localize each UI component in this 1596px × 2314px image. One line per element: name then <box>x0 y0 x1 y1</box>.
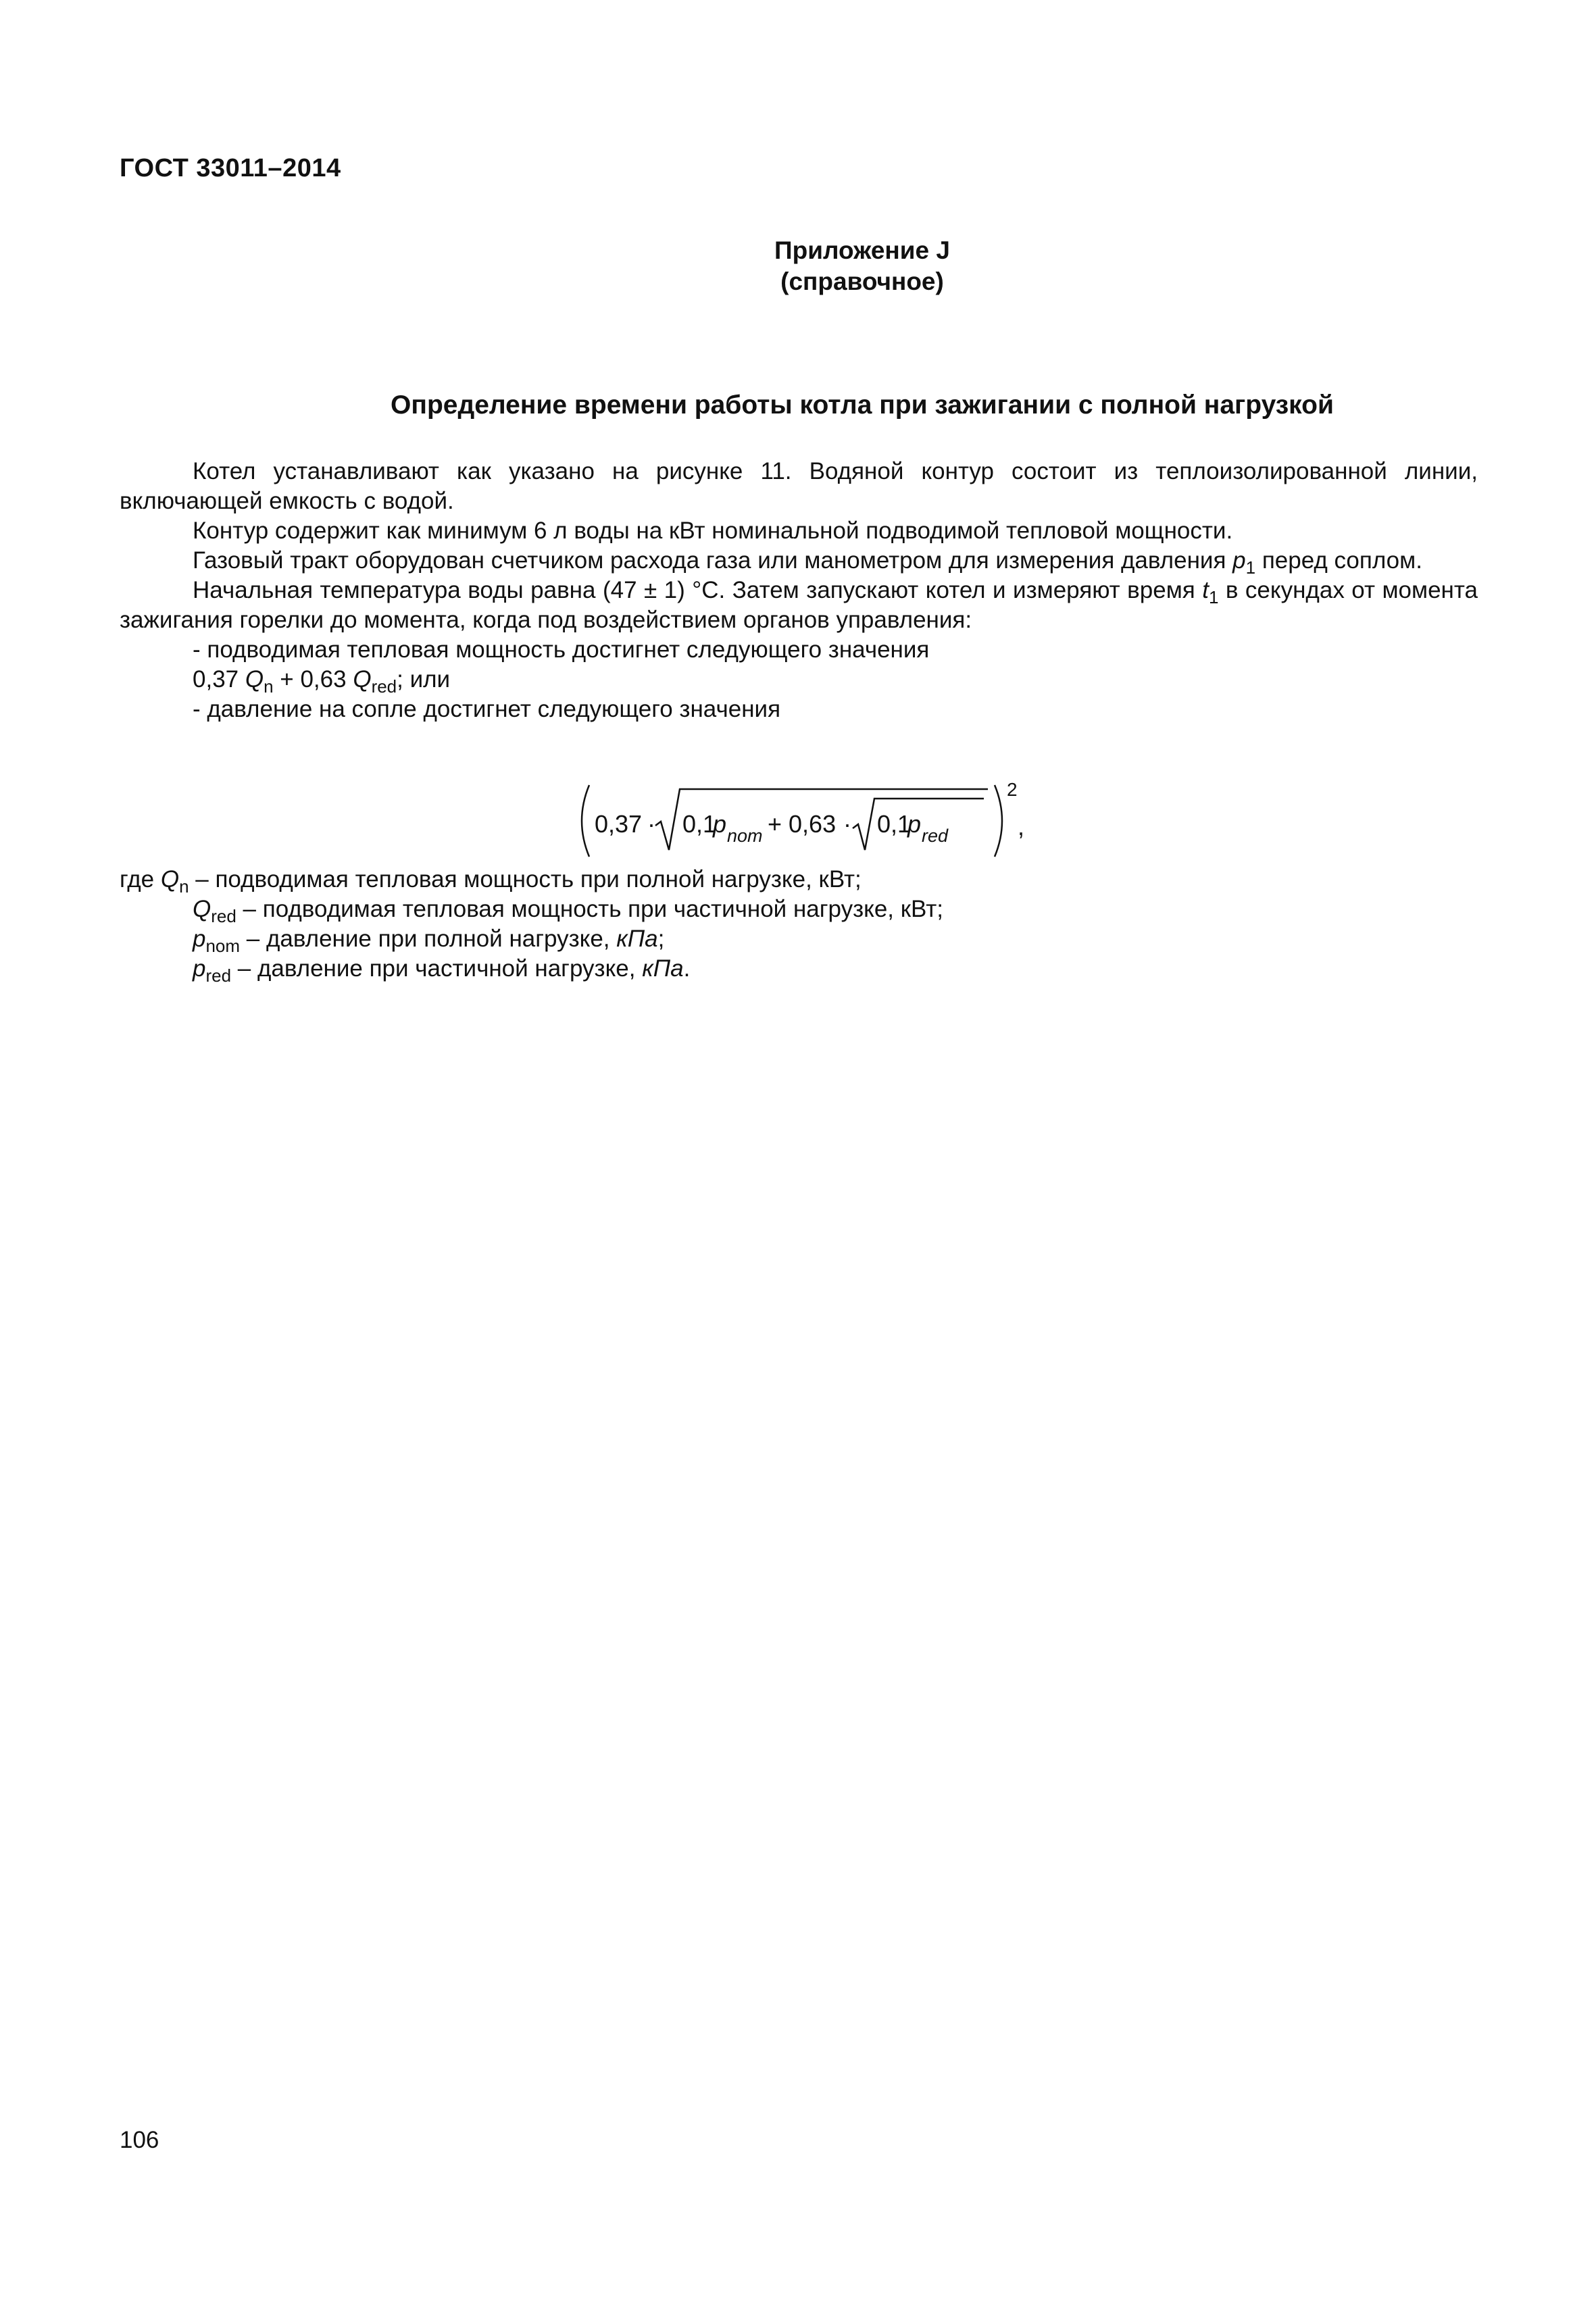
expr-sub-n: n <box>264 676 274 697</box>
pressure-formula <box>574 777 1034 865</box>
body-text <box>120 457 1478 724</box>
definition-sub-n: n <box>179 876 189 897</box>
definition-var-p-nom: p <box>193 926 206 952</box>
definition-end-p-red: . <box>683 955 691 982</box>
annex-status: (справочное) <box>780 268 944 295</box>
definition-var-q-red: Q <box>193 896 211 922</box>
definition-unit-p-nom: кПа <box>616 926 658 952</box>
formula-var-p-red: p <box>907 810 922 838</box>
definition-text-q-red: – подводимая тепловая мощность при частичной нагрузке, кВт; <box>243 896 943 922</box>
formula-dot-2: · <box>843 810 851 838</box>
heat-input-expression <box>120 665 1478 695</box>
definition-lead: где <box>120 866 155 892</box>
paragraph-setup: Котел устанавливают как указано на рисунке 11. Водяной контур состоит из теплоизолированной линии, включающей емкость с водой. <box>120 458 1478 514</box>
definition-text-p-red: – давление при частичной нагрузке, <box>237 955 636 982</box>
formula-plus-coef: + 0,63 <box>768 810 837 838</box>
definition-text-p-nom: – давление при полной нагрузке, <box>246 926 610 952</box>
definition-q-n <box>120 865 1478 895</box>
document-header: ГОСТ 33011–2014 <box>120 154 341 182</box>
definition-q-red <box>120 895 1478 924</box>
definition-sub-red: red <box>211 906 236 926</box>
list-item-nozzle-pressure: - давление на сопле достигнет следующего значения <box>193 696 781 722</box>
page-number: 106 <box>120 2127 159 2153</box>
formula-inner-1: 0,1 <box>682 810 717 838</box>
definition-sub-p-red: red <box>205 965 232 986</box>
definition-p-nom <box>120 924 1478 954</box>
pressure-symbol: p <box>1232 547 1246 574</box>
left-parenthesis <box>582 785 589 857</box>
definitions <box>120 865 1478 984</box>
formula-comma: , <box>1018 813 1025 840</box>
list-item-heat-input: - подводимая тепловая мощность достигнет следующего значения <box>193 636 930 663</box>
definition-unit-p-red: кПа <box>642 955 684 982</box>
time-subscript: 1 <box>1208 587 1219 607</box>
expr-coef-1: 0,37 <box>193 666 239 693</box>
expr-var-q-red: Q <box>353 666 372 693</box>
annex-heading <box>0 235 1596 297</box>
section-title: Определение времени работы котла при зажигании с полной нагрузкой <box>391 391 1334 420</box>
time-symbol: t <box>1202 577 1209 603</box>
definition-p-red <box>120 954 1478 984</box>
paragraph-initial-temperature <box>120 576 1478 635</box>
temperature-text: Начальная температура воды равна (47 ± 1) °С. Затем запускают котел и измеряют время <box>193 577 1195 603</box>
paragraph-gas-path <box>120 546 1478 576</box>
expr-tail: ; или <box>397 666 451 693</box>
gas-path-text: Газовый тракт оборудован счетчиком расхода газа или манометром для измерения давления <box>193 547 1226 574</box>
expr-plus: + 0,63 <box>280 666 347 693</box>
formula-sub-nom: nom <box>727 826 763 846</box>
formula-dot-1: · <box>647 810 655 838</box>
formula-var-p-nom: p <box>713 810 727 838</box>
definition-text-q-n: – подводимая тепловая мощность при полной нагрузке, кВт; <box>195 866 862 892</box>
formula-sub-red: red <box>922 826 949 846</box>
definition-end-p-nom: ; <box>657 926 665 952</box>
formula-inner-2: 0,1 <box>877 810 912 838</box>
expr-var-q-n: Q <box>245 666 264 693</box>
definition-var-p-red: p <box>193 955 206 982</box>
annex-title: Приложение J <box>774 236 950 264</box>
expr-sub-red: red <box>371 676 397 697</box>
gas-path-text-end: перед соплом. <box>1262 547 1422 574</box>
temperature-text-end: в секундах от момента зажигания горелки до момента, когда под воздействием органов управления: <box>120 577 1478 633</box>
formula-coef-1: 0,37 <box>595 810 643 838</box>
formula-exponent: 2 <box>1007 779 1018 800</box>
definition-var-q-n: Q <box>160 866 180 892</box>
right-parenthesis <box>995 785 1002 857</box>
pressure-subscript: 1 <box>1245 557 1256 578</box>
paragraph-water-volume: Контур содержит как минимум 6 л воды на кВт номинальной подводимой тепловой мощности. <box>193 518 1233 544</box>
definition-sub-nom: nom <box>205 936 241 956</box>
